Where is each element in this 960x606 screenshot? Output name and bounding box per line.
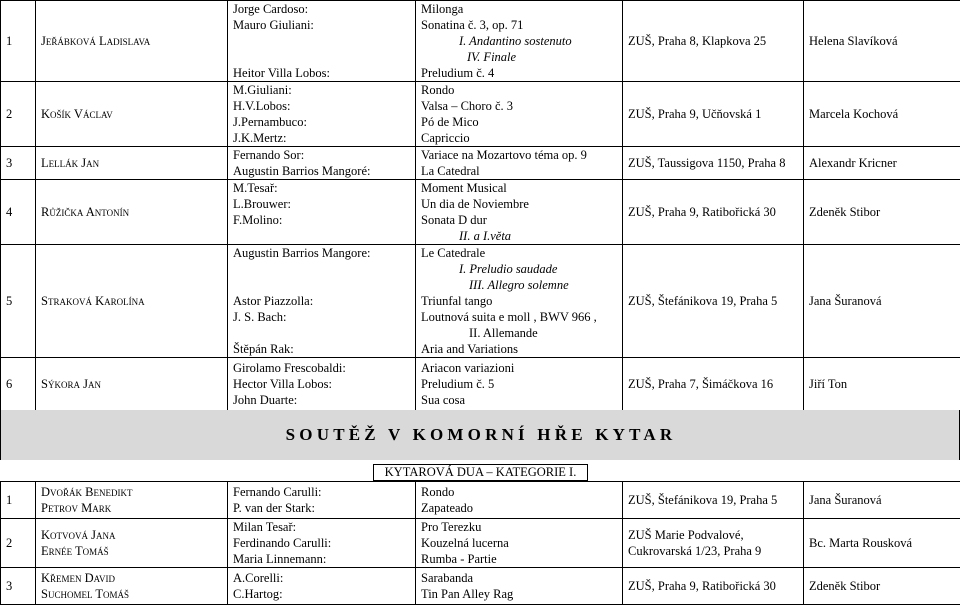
performer-name: Straková Karolína (41, 294, 145, 308)
piece-title: Milonga (421, 2, 464, 16)
pieces (416, 82, 623, 147)
school (623, 482, 804, 519)
table-row (1, 245, 960, 358)
teacher (804, 568, 960, 605)
teacher-name: Zdeněk Stibor (809, 205, 881, 219)
teacher (804, 82, 960, 147)
duo-results-table (0, 481, 960, 605)
composer-name: Heitor Villa Lobos: (233, 66, 330, 80)
teacher (804, 482, 960, 519)
piece-title: I. Andantino sostenuto (459, 34, 572, 48)
pieces (416, 147, 623, 180)
piece-title: Pó de Mico (421, 115, 479, 129)
composers (228, 147, 416, 180)
teacher (804, 358, 960, 411)
composers (228, 519, 416, 568)
performer-name: Křemen David (41, 571, 116, 585)
performer-names (36, 519, 228, 568)
composer-name: Fernando Carulli: (233, 485, 322, 499)
piece-title: Variace na Mozartovo téma op. 9 (421, 148, 587, 162)
composers (228, 245, 416, 358)
composers (228, 358, 416, 411)
piece-title: Pro Terezku (421, 520, 482, 534)
performer-name: Suchomel Tomáš (41, 587, 129, 601)
table-row (1, 568, 960, 605)
table-row (1, 519, 960, 568)
composer-name (233, 277, 415, 293)
table-row (1, 180, 960, 245)
piece-title: Rondo (421, 83, 455, 97)
composer-name: Astor Piazzolla: (233, 294, 314, 308)
teacher-name: Jana Šuranová (809, 294, 882, 308)
teacher-name: Helena Slavíková (809, 34, 898, 48)
teacher-name: Marcela Kochová (809, 107, 899, 121)
row-number (1, 82, 36, 147)
teacher-name: Bc. Marta Rousková (809, 536, 913, 550)
composer-name: Augustin Barrios Mangore: (233, 246, 371, 260)
chamber-competition-banner (0, 410, 960, 460)
performer-names (36, 245, 228, 358)
composer-name: P. van der Stark: (233, 501, 315, 515)
piece-title: I. Preludio saudade (459, 262, 558, 276)
piece-title: Sarabanda (421, 571, 474, 585)
piece-title: Tin Pan Alley Rag (421, 587, 514, 601)
school (623, 358, 804, 411)
performer-names (36, 82, 228, 147)
composer-name: M.Giuliani: (233, 83, 292, 97)
composers (228, 482, 416, 519)
pieces (416, 519, 623, 568)
composer-name: H.V.Lobos: (233, 99, 291, 113)
school-address: ZUŠ, Taussigova 1150, Praha 8 (628, 156, 786, 170)
table-row (1, 1, 960, 82)
piece-title: Le Catedrale (421, 246, 486, 260)
row-number-text: 1 (6, 493, 13, 507)
composer-name: Milan Tesař: (233, 520, 297, 534)
performer-name: Jeřábková Ladislava (41, 34, 151, 48)
school (623, 519, 804, 568)
school (623, 147, 804, 180)
composers (228, 568, 416, 605)
performer-name: Růžička Antonín (41, 205, 130, 219)
piece-title: Rumba - Partie (421, 552, 497, 566)
composer-name: F.Molino: (233, 213, 283, 227)
piece-title: Kouzelná lucerna (421, 536, 509, 550)
composer-name: Mauro Giuliani: (233, 18, 314, 32)
performer-name: Dvořák Benedikt (41, 485, 133, 499)
performer-name: Petrov Mark (41, 501, 112, 515)
composer-name (233, 325, 415, 341)
composer-name (233, 261, 415, 277)
performer-name: Lellák Jan (41, 156, 100, 170)
teacher-name: Zdeněk Stibor (809, 579, 881, 593)
teacher (804, 147, 960, 180)
piece-title: Preludium č. 4 (421, 66, 495, 80)
composer-name: John Duarte: (233, 393, 298, 407)
performer-name: Kotvová Jana (41, 528, 116, 542)
composer-name: J.K.Mertz: (233, 131, 287, 145)
composer-name: Maria Linnemann: (233, 552, 327, 566)
composer-name: Jorge Cardoso: (233, 2, 309, 16)
row-number (1, 482, 36, 519)
category-header: KYTAROVÁ DUA – KATEGORIE I. (373, 464, 588, 481)
teacher (804, 519, 960, 568)
row-number (1, 147, 36, 180)
composer-name (233, 49, 415, 65)
teacher (804, 245, 960, 358)
piece-title: Un dia de Noviembre (421, 197, 529, 211)
school-address: ZUŠ, Praha 9, Ratibořická 30 (628, 579, 776, 593)
piece-title: II. Allemande (469, 326, 538, 340)
composers (228, 180, 416, 245)
composer-name: J. S. Bach: (233, 310, 287, 324)
composer-name: M.Tesař: (233, 181, 278, 195)
piece-title: III. Allegro solemne (469, 278, 569, 292)
piece-title: La Catedral (421, 164, 480, 178)
composer-name: Fernando Sor: (233, 148, 305, 162)
row-number-text: 3 (6, 156, 13, 170)
pieces (416, 482, 623, 519)
piece-title: Triunfal tango (421, 294, 493, 308)
pieces (416, 1, 623, 82)
composer-name (233, 33, 415, 49)
composer-name: Girolamo Frescobaldi: (233, 361, 346, 375)
row-number (1, 245, 36, 358)
school-address: ZUŠ, Štefánikova 19, Praha 5 (628, 493, 778, 507)
school-address: ZUŠ, Praha 8, Klapkova 25 (628, 34, 767, 48)
pieces (416, 358, 623, 411)
row-number-text: 4 (6, 205, 13, 219)
row-number (1, 1, 36, 82)
pieces (416, 568, 623, 605)
performer-names (36, 482, 228, 519)
teacher (804, 1, 960, 82)
school (623, 180, 804, 245)
composer-name: A.Corelli: (233, 571, 284, 585)
piece-title: Sonata D dur (421, 213, 487, 227)
performer-names (36, 180, 228, 245)
teacher-name: Alexandr Kricner (809, 156, 897, 170)
school-address: Cukrovarská 1/23, Praha 9 (628, 544, 762, 558)
row-number-text: 5 (6, 294, 13, 308)
school (623, 1, 804, 82)
school-address: ZUŠ, Štefánikova 19, Praha 5 (628, 294, 778, 308)
composers (228, 1, 416, 82)
school-address: ZUŠ, Praha 7, Šimáčkova 16 (628, 377, 774, 391)
piece-title: Preludium č. 5 (421, 377, 495, 391)
composer-name: C.Hartog: (233, 587, 283, 601)
composer-name: Štěpán Rak: (233, 342, 294, 356)
piece-title: Sua cosa (421, 393, 466, 407)
row-number-text: 1 (6, 34, 13, 48)
table-row (1, 147, 960, 180)
performer-name: Sýkora Jan (41, 377, 101, 391)
piece-title: Zapateado (421, 501, 474, 515)
piece-title: Aria and Variations (421, 342, 518, 356)
piece-title: IV. Finale (467, 50, 517, 64)
teacher-name: Jiří Ton (809, 377, 848, 391)
composer-name: L.Brouwer: (233, 197, 291, 211)
table-row (1, 82, 960, 147)
composer-name: Hector Villa Lobos: (233, 377, 332, 391)
row-number (1, 568, 36, 605)
performer-names (36, 568, 228, 605)
teacher-name: Jana Šuranová (809, 493, 882, 507)
composer-name: Ferdinando Carulli: (233, 536, 332, 550)
piece-title: Ariacon variazioni (421, 361, 515, 375)
school (623, 82, 804, 147)
table-row (1, 358, 960, 411)
piece-title: Rondo (421, 485, 455, 499)
school-address: ZUŠ, Praha 9, Učňovská 1 (628, 107, 762, 121)
piece-title: Valsa – Choro č. 3 (421, 99, 513, 113)
row-number (1, 180, 36, 245)
composers (228, 82, 416, 147)
performer-names (36, 358, 228, 411)
row-number (1, 519, 36, 568)
piece-title: Capriccio (421, 131, 470, 145)
composer-name (233, 228, 415, 244)
row-number-text: 2 (6, 536, 13, 550)
school-address: ZUŠ Marie Podvalové, (628, 528, 744, 542)
performer-names (36, 1, 228, 82)
performer-names (36, 147, 228, 180)
school (623, 568, 804, 605)
row-number-text: 2 (6, 107, 13, 121)
pieces (416, 245, 623, 358)
performer-name: Košík Václav (41, 107, 113, 121)
pieces (416, 180, 623, 245)
row-number-text: 3 (6, 579, 13, 593)
school (623, 245, 804, 358)
row-number-text: 6 (6, 377, 13, 391)
school-address: ZUŠ, Praha 9, Ratibořická 30 (628, 205, 776, 219)
piece-title: II. a I.věta (459, 229, 512, 243)
banner-title: SOUTĚŽ V KOMORNÍ HŘE KYTAR (285, 425, 677, 444)
composer-name: J.Pernambuco: (233, 115, 307, 129)
piece-title: Moment Musical (421, 181, 507, 195)
performer-name: Ernée Tomáš (41, 544, 109, 558)
table-row (1, 482, 960, 519)
teacher (804, 180, 960, 245)
piece-title: Loutnová suita e moll , BWV 966 , (421, 310, 597, 324)
piece-title: Sonatina č. 3, op. 71 (421, 18, 524, 32)
composer-name: Augustin Barrios Mangoré: (233, 164, 371, 178)
row-number (1, 358, 36, 411)
